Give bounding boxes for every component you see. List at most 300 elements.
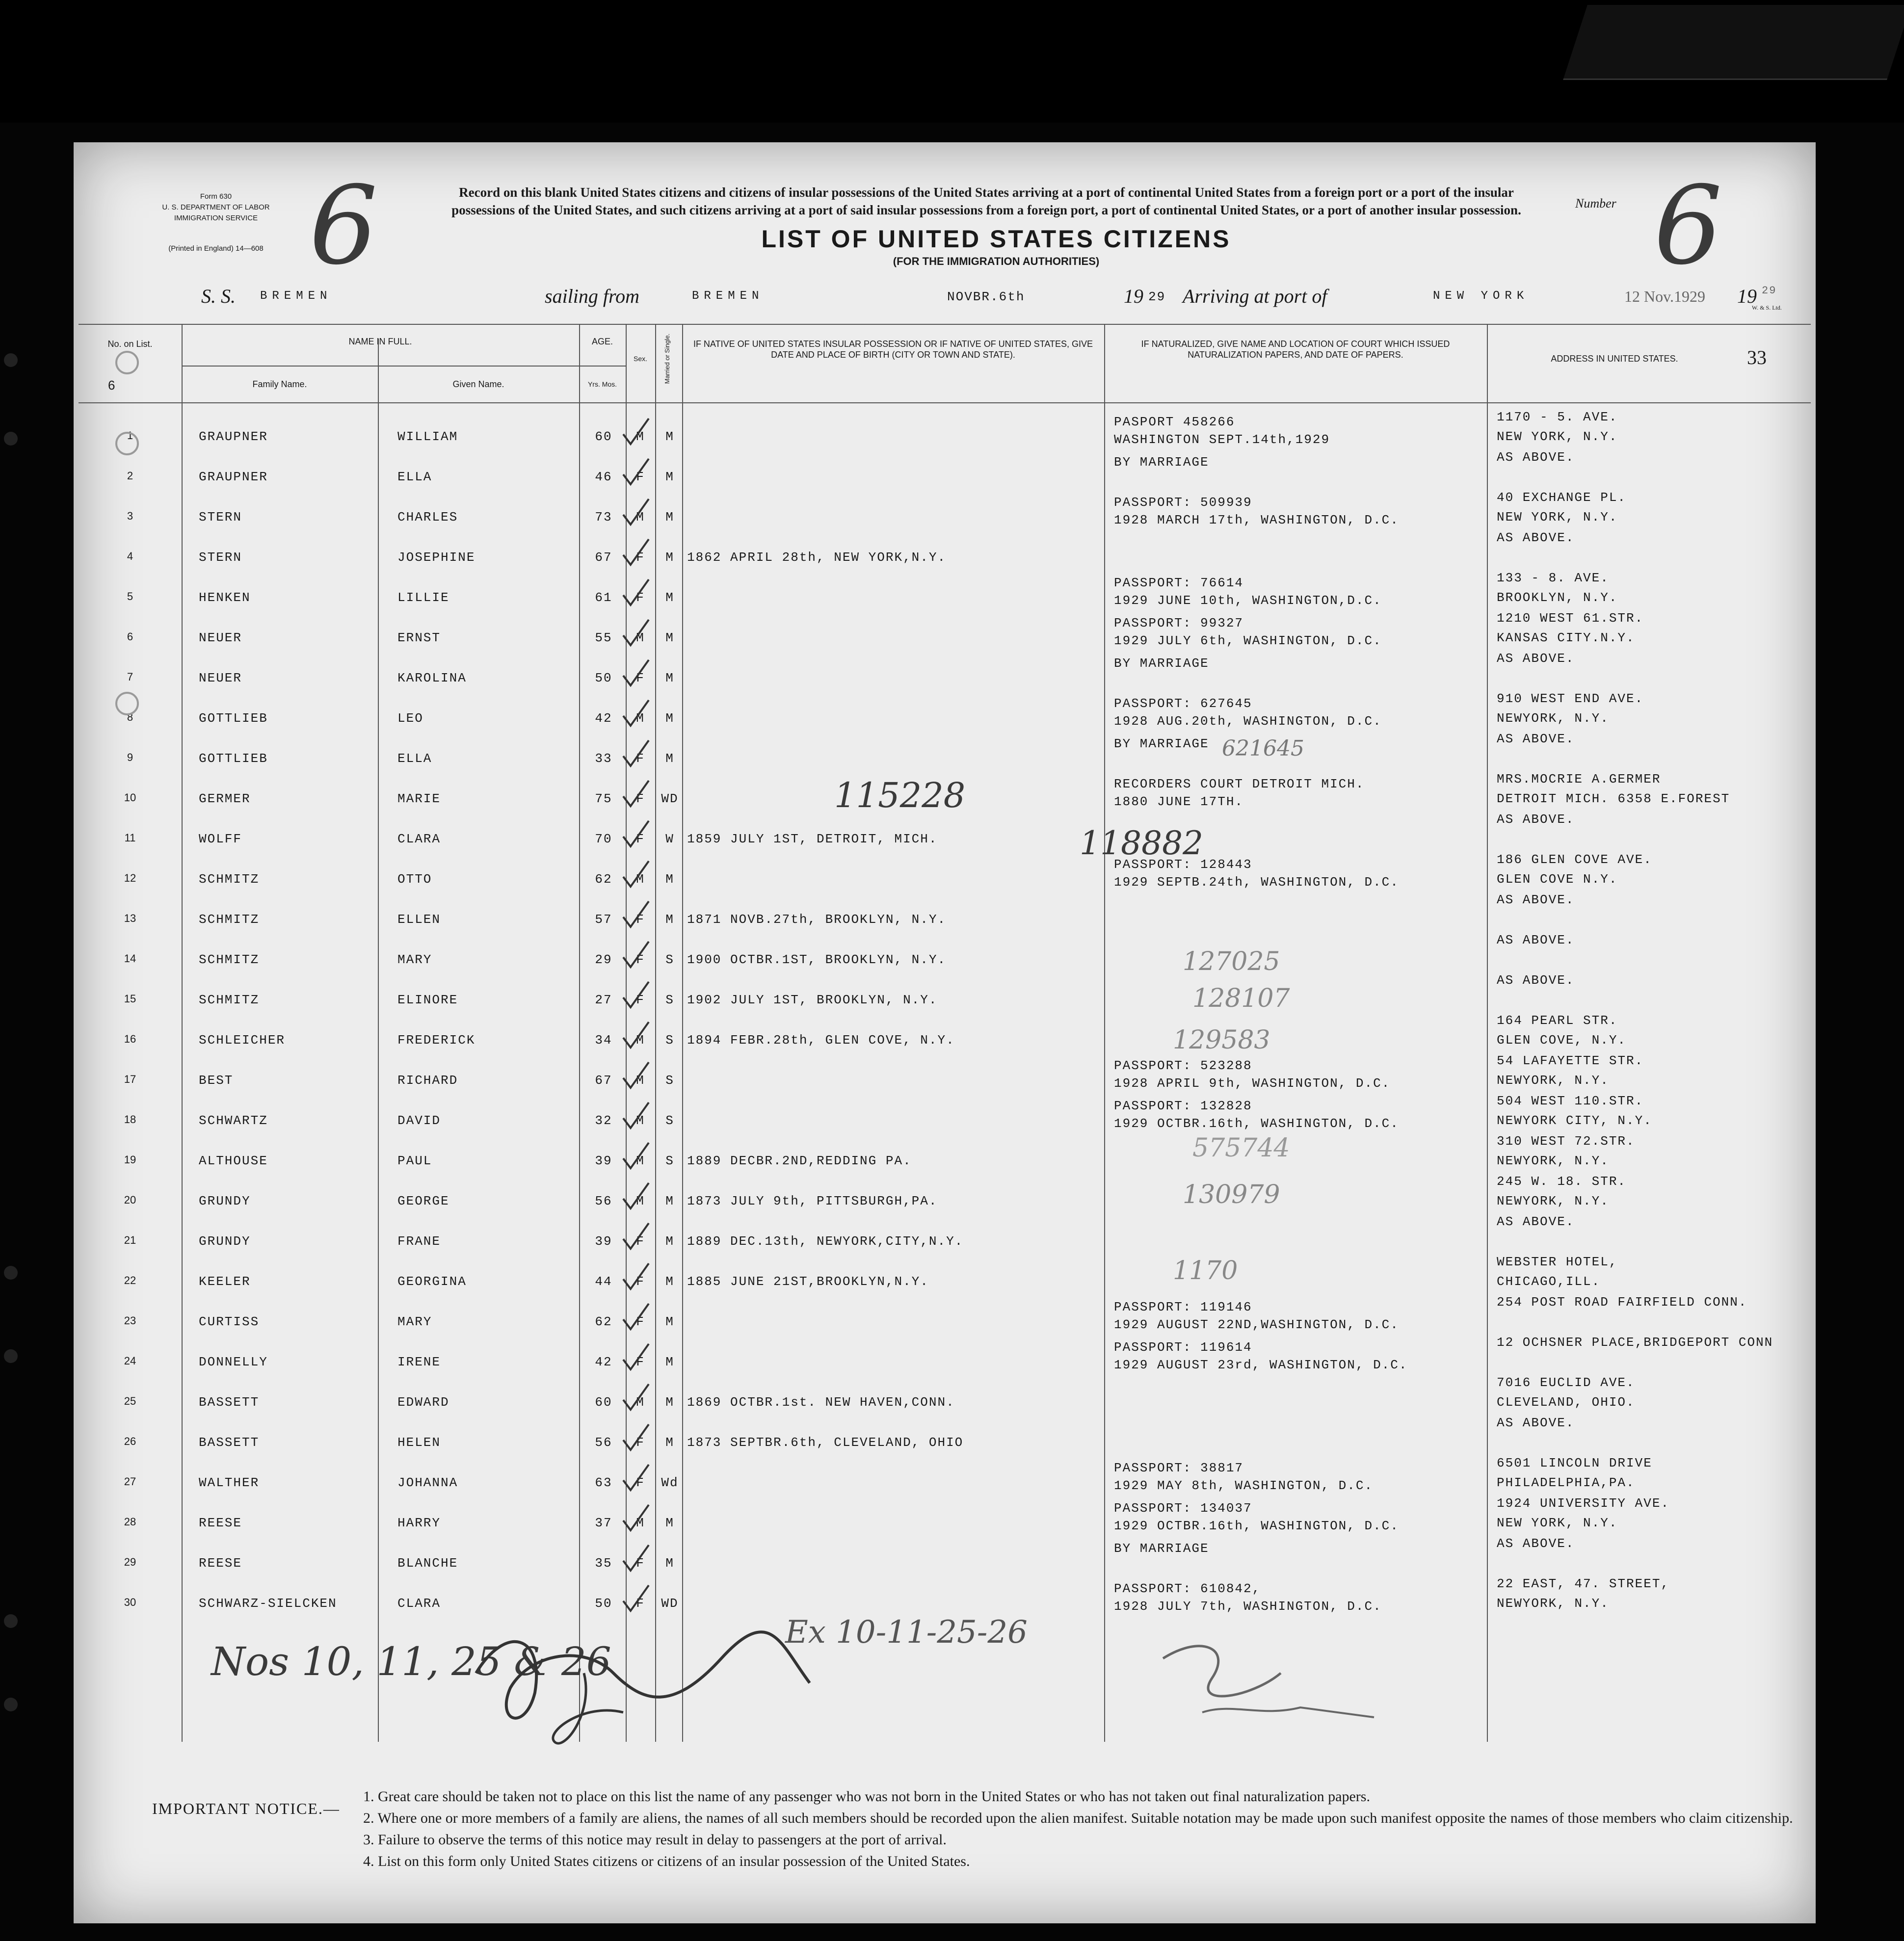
naturalization-line-1: PASSPORT: 119614 <box>1114 1340 1252 1355</box>
header-yrs-mos: Yrs. Mos. <box>587 380 617 388</box>
sex: F <box>636 791 645 806</box>
ss-label: S. S. <box>201 285 236 307</box>
naturalization-line-1: BY MARRIAGE <box>1114 1541 1209 1556</box>
check-mark-icon <box>618 1219 653 1254</box>
check-mark-icon <box>618 736 653 771</box>
sex: F <box>636 1234 645 1249</box>
address-line-1: 133 - 8. AVE. <box>1497 571 1609 585</box>
check-mark-icon <box>618 1259 653 1294</box>
row-number: 15 <box>124 993 136 1005</box>
table-row <box>74 1536 1816 1576</box>
check-mark-icon <box>618 777 653 811</box>
notice-item-4: 4. List on this form only United States citizens or citizens of an insular possession of the United States. <box>363 1853 970 1869</box>
table-row <box>74 973 1816 1013</box>
folder-tab <box>1563 5 1904 80</box>
check-mark-icon <box>618 1099 653 1133</box>
family-name: GOTTLIEB <box>199 711 268 726</box>
address-line-2: CLEVELAND, OHIO. <box>1497 1395 1635 1410</box>
binder-hole <box>4 1698 18 1711</box>
age: 62 <box>595 1314 612 1329</box>
given-name: ELLA <box>397 751 432 766</box>
address-line-1: 6501 LINCOLN DRIVE <box>1497 1456 1652 1470</box>
sex: F <box>636 590 645 605</box>
naturalization-line-2: 1880 JUNE 17TH. <box>1114 794 1244 809</box>
printed-note: (Printed in England) 14—608 <box>168 244 264 253</box>
header-given-name: Given Name. <box>452 379 504 389</box>
check-mark-icon <box>618 1380 653 1415</box>
birth-info: 1873 JULY 9th, PITTSBURGH,PA. <box>687 1194 938 1208</box>
check-mark-icon <box>618 535 653 570</box>
list-prefix: 6 <box>108 378 115 393</box>
given-name: ELLEN <box>397 912 441 927</box>
age: 75 <box>595 791 612 806</box>
address-line-1: 310 WEST 72.STR. <box>1497 1134 1635 1149</box>
sex: F <box>636 1274 645 1289</box>
notice-items <box>363 1786 1801 1872</box>
binder-hole <box>4 1614 18 1628</box>
given-name: BLANCHE <box>397 1556 458 1571</box>
address-line-1: AS ABOVE. <box>1497 1536 1575 1551</box>
family-name: STERN <box>199 510 242 525</box>
marital-status: M <box>665 751 674 766</box>
address-line-1: AS ABOVE. <box>1497 892 1575 907</box>
table-row <box>74 490 1816 530</box>
naturalization-line-1: PASSPORT: 38817 <box>1114 1461 1244 1475</box>
address-line-1: 7016 EUCLID AVE. <box>1497 1375 1635 1390</box>
header-name-in-full: NAME IN FULL. <box>348 337 412 346</box>
marital-status: M <box>665 671 674 685</box>
handwritten-footer-note: Ex 10-11-25-26 <box>785 1614 1028 1651</box>
punch-ring <box>115 351 139 374</box>
birth-info: 1900 OCTBR.1ST, BROOKLYN, N.Y. <box>687 952 947 967</box>
year2-suffix: 29 <box>1762 285 1777 297</box>
marital-status: W <box>665 832 674 846</box>
marital-status: WD <box>661 1596 679 1611</box>
check-mark-icon <box>618 1018 653 1052</box>
marital-status: M <box>665 1355 674 1369</box>
row-number: 4 <box>127 550 133 562</box>
given-name: GEORGE <box>397 1194 450 1208</box>
age: 50 <box>595 1596 612 1611</box>
birth-info: 1869 OCTBR.1st. NEW HAVEN,CONN. <box>687 1395 955 1410</box>
address-line-2: NEWYORK CITY, N.Y. <box>1497 1113 1652 1128</box>
address-line-2: BROOKLYN, N.Y. <box>1497 590 1618 605</box>
department: U. S. DEPARTMENT OF LABOR <box>162 203 270 211</box>
row-number: 24 <box>124 1355 136 1367</box>
marital-status: M <box>665 630 674 645</box>
sex: F <box>636 1355 645 1369</box>
age: 67 <box>595 550 612 565</box>
age: 32 <box>595 1113 612 1128</box>
marital-status: S <box>665 1073 674 1088</box>
header-naturalized: IF NATURALIZED, GIVE NAME AND LOCATION OF COURT WHICH ISSUED NATURALIZATION PAPERS, AND DATE OF PAPERS. <box>1141 339 1450 360</box>
birth-info: 1894 FEBR.28th, GLEN COVE, N.Y. <box>687 1033 955 1048</box>
handwritten-note: 575744 <box>1192 1133 1290 1163</box>
handwritten-footer-note: Nos 10, 11, 25 & 26 <box>211 1639 611 1684</box>
binder-hole <box>4 1349 18 1363</box>
check-mark-icon <box>618 495 653 529</box>
address-line-1: MRS.MOCRIE A.GERMER <box>1497 772 1661 787</box>
sex: M <box>636 1073 645 1088</box>
form-subtitle: (FOR THE IMMIGRATION AUTHORITIES) <box>893 255 1100 267</box>
table-row <box>74 1456 1816 1496</box>
row-number: 10 <box>124 791 136 804</box>
check-mark-icon <box>618 1139 653 1173</box>
given-name: RICHARD <box>397 1073 458 1088</box>
year-suffix: 29 <box>1148 289 1166 304</box>
marital-status: M <box>665 872 674 887</box>
naturalization-line-1: RECORDERS COURT DETROIT MICH. <box>1114 777 1365 791</box>
family-name: SCHWARZ-SIELCKEN <box>199 1596 337 1611</box>
given-name: JOSEPHINE <box>397 550 476 565</box>
port-from: BREMEN <box>692 289 764 303</box>
given-name: ELLA <box>397 470 432 484</box>
given-name: DAVID <box>397 1113 441 1128</box>
naturalization-line-1: PASSPORT: 134037 <box>1114 1501 1252 1516</box>
row-number: 9 <box>127 751 133 763</box>
check-mark-icon <box>618 817 653 851</box>
age: 56 <box>595 1435 612 1450</box>
row-number: 6 <box>127 630 133 643</box>
family-name: BEST <box>199 1073 234 1088</box>
family-name: KEELER <box>199 1274 251 1289</box>
table-row <box>74 450 1816 490</box>
naturalization-line-1: PASSPORT: 627645 <box>1114 696 1252 711</box>
table-row <box>74 852 1816 892</box>
marital-status: M <box>665 1274 674 1289</box>
naturalization-line-2: 1929 OCTBR.16th, WASHINGTON, D.C. <box>1114 1519 1399 1533</box>
header-bottom-rule <box>79 402 1811 403</box>
address-line-1: 186 GLEN COVE AVE. <box>1497 852 1652 867</box>
handwritten-note: 127025 <box>1183 947 1280 976</box>
address-line-2: CHICAGO,ILL. <box>1497 1274 1601 1289</box>
check-mark-icon <box>618 415 653 449</box>
address-line-1: AS ABOVE. <box>1497 812 1575 827</box>
family-name: NEUER <box>199 671 242 685</box>
voyage-line <box>201 285 1821 314</box>
row-number: 2 <box>127 470 133 482</box>
age: 62 <box>595 872 612 887</box>
marital-status: M <box>665 711 674 726</box>
row-number: 7 <box>127 671 133 683</box>
header-no-on-list: No. on List. <box>107 339 153 349</box>
naturalization-line-1: BY MARRIAGE <box>1114 736 1209 751</box>
handwritten-page-number: 6 <box>309 163 378 289</box>
sex: F <box>636 912 645 927</box>
header-sex: Sex. <box>633 355 647 363</box>
naturalization-line-1: PASPORT 458266 <box>1114 415 1235 429</box>
year2-prefix: 19 <box>1737 285 1757 307</box>
service: IMMIGRATION SERVICE <box>174 214 258 222</box>
check-mark-icon <box>618 938 653 972</box>
marital-status: S <box>665 993 674 1007</box>
address-line-1: AS ABOVE. <box>1497 933 1575 947</box>
check-mark-icon <box>618 696 653 731</box>
form-title: LIST OF UNITED STATES CITIZENS <box>761 225 1231 253</box>
sex: M <box>636 1516 645 1530</box>
printer-mark: W. & S. Ltd. <box>1752 304 1782 311</box>
row-number: 5 <box>127 590 133 603</box>
check-mark-icon <box>618 897 653 932</box>
naturalization-line-2: 1929 MAY 8th, WASHINGTON, D.C. <box>1114 1478 1374 1493</box>
naturalization-line-1: PASSPORT: 76614 <box>1114 576 1244 590</box>
naturalization-line-1: PASSPORT: 610842, <box>1114 1581 1261 1596</box>
arrival-stamp: 12 Nov.1929 <box>1624 288 1706 305</box>
age: 50 <box>595 671 612 685</box>
row-number: 28 <box>124 1516 136 1528</box>
check-mark-icon <box>618 1420 653 1455</box>
address-line-1: AS ABOVE. <box>1497 651 1575 666</box>
address-line-1: AS ABOVE. <box>1497 732 1575 746</box>
marital-status: M <box>665 590 674 605</box>
check-mark-icon <box>618 1541 653 1575</box>
naturalization-line-1: PASSPORT: 119146 <box>1114 1300 1252 1314</box>
address-line-2: NEWYORK, N.Y. <box>1497 711 1609 726</box>
address-line-1: 254 POST ROAD FAIRFIELD CONN. <box>1497 1295 1747 1310</box>
handwritten-note: 129583 <box>1173 1025 1270 1055</box>
table-row <box>74 1576 1816 1617</box>
given-name: OTTO <box>397 872 432 887</box>
row-number: 29 <box>124 1556 136 1568</box>
sex: M <box>636 510 645 525</box>
check-mark-icon <box>618 656 653 690</box>
marital-status: M <box>665 510 674 525</box>
address-line-1: AS ABOVE. <box>1497 1416 1575 1430</box>
table-row <box>74 691 1816 732</box>
marital-status: M <box>665 550 674 565</box>
family-name: SCHMITZ <box>199 912 260 927</box>
check-mark-icon <box>618 1300 653 1334</box>
naturalization-line-2: 1929 AUGUST 23rd, WASHINGTON, D.C. <box>1114 1358 1408 1372</box>
given-name: WILLIAM <box>397 429 458 444</box>
age: 61 <box>595 590 612 605</box>
table-row <box>74 611 1816 651</box>
sex: F <box>636 751 645 766</box>
age: 35 <box>595 1556 612 1571</box>
marital-status: S <box>665 1033 674 1048</box>
table-row <box>74 892 1816 933</box>
given-name: CLARA <box>397 832 441 846</box>
row-number: 13 <box>124 912 136 924</box>
address-line-2: GLEN COVE N.Y. <box>1497 872 1618 887</box>
sex: F <box>636 1435 645 1450</box>
birth-info: 1859 JULY 1ST, DETROIT, MICH. <box>687 832 938 846</box>
table-row <box>74 1053 1816 1094</box>
check-mark-icon <box>618 1179 653 1213</box>
handwritten-number: 6 <box>1654 163 1722 289</box>
sex: M <box>636 872 645 887</box>
ship-name: BREMEN <box>260 289 332 303</box>
handwritten-note: 115228 <box>834 775 966 815</box>
sex: M <box>636 1395 645 1410</box>
marital-status: M <box>665 429 674 444</box>
row-number: 14 <box>124 952 136 965</box>
notice-item-2: 2. Where one or more members of a family are aliens, the names of all such members should be recorded upon the alien manifest. Suitable notation may be made upon such manifest opposite the names of those members who claim citizenship. <box>363 1810 1793 1826</box>
birth-info: 1902 JULY 1ST, BROOKLYN, N.Y. <box>687 993 938 1007</box>
sex: F <box>636 1596 645 1611</box>
sex: F <box>636 470 645 484</box>
age: 44 <box>595 1274 612 1289</box>
table-row <box>74 1295 1816 1335</box>
check-mark-icon <box>618 1340 653 1374</box>
marital-status: M <box>665 1234 674 1249</box>
given-name: MARIE <box>397 791 441 806</box>
binder-hole <box>4 1266 18 1280</box>
family-name: GRAUPNER <box>199 429 268 444</box>
birth-info: 1862 APRIL 28th, NEW YORK,N.Y. <box>687 550 947 565</box>
header-age: AGE. <box>591 337 613 346</box>
given-name: FREDERICK <box>397 1033 476 1048</box>
table-row <box>74 1174 1816 1214</box>
sex: F <box>636 1475 645 1490</box>
family-name: SCHMITZ <box>199 952 260 967</box>
naturalization-line-2: 1928 MARCH 17th, WASHINGTON, D.C. <box>1114 513 1399 527</box>
address-line-1: AS ABOVE. <box>1497 973 1575 988</box>
family-name: SCHMITZ <box>199 993 260 1007</box>
header-address: ADDRESS IN UNITED STATES. <box>1551 354 1678 364</box>
table-row <box>74 1214 1816 1255</box>
address-line-1: WEBSTER HOTEL, <box>1497 1255 1618 1269</box>
family-name: GOTTLIEB <box>199 751 268 766</box>
row-number: 1 <box>127 429 133 442</box>
family-name: REESE <box>199 1556 242 1571</box>
given-name: FRANE <box>397 1234 441 1249</box>
sex: M <box>636 429 645 444</box>
naturalization-line-1: PASSPORT: 132828 <box>1114 1099 1252 1113</box>
row-number: 27 <box>124 1475 136 1488</box>
family-name: NEUER <box>199 630 242 645</box>
address-line-1: 245 W. 18. STR. <box>1497 1174 1627 1189</box>
naturalization-line-1: PASSPORT: 99327 <box>1114 616 1244 630</box>
sex: F <box>636 993 645 1007</box>
family-name: BASSETT <box>199 1435 260 1450</box>
family-name: GRUNDY <box>199 1234 251 1249</box>
address-line-1: 22 EAST, 47. STREET, <box>1497 1576 1670 1591</box>
row-number: 8 <box>127 711 133 723</box>
address-line-2: NEWYORK, N.Y. <box>1497 1073 1609 1088</box>
naturalization-line-1: BY MARRIAGE <box>1114 656 1209 671</box>
address-line-1: 1210 WEST 61.STR. <box>1497 611 1644 626</box>
sex: M <box>636 711 645 726</box>
check-mark-icon <box>618 857 653 892</box>
address-line-1: 1170 - 5. AVE. <box>1497 410 1618 424</box>
number-label: Number <box>1575 196 1616 210</box>
age: 39 <box>595 1154 612 1168</box>
given-name: LILLIE <box>397 590 450 605</box>
address-line-2: PHILADELPHIA,PA. <box>1497 1475 1635 1490</box>
age: 73 <box>595 510 612 525</box>
age: 70 <box>595 832 612 846</box>
given-name: CHARLES <box>397 510 458 525</box>
notice-label: IMPORTANT NOTICE.— <box>152 1800 340 1817</box>
sheet-number: 33 <box>1747 346 1767 368</box>
row-number: 18 <box>124 1113 136 1126</box>
address-line-1: 1924 UNIVERSITY AVE. <box>1497 1496 1670 1511</box>
address-line-2: DETROIT MICH. 6358 E.FOREST <box>1497 791 1730 806</box>
naturalization-line-1: PASSPORT: 128443 <box>1114 857 1252 872</box>
given-name: KAROLINA <box>397 671 467 685</box>
sex: M <box>636 630 645 645</box>
manifest-sheet <box>74 142 1816 1923</box>
naturalization-line-1: BY MARRIAGE <box>1114 455 1209 470</box>
table-row <box>74 1375 1816 1416</box>
birth-info: 1871 NOVB.27th, BROOKLYN, N.Y. <box>687 912 947 927</box>
check-mark-icon <box>618 576 653 610</box>
age: 60 <box>595 429 612 444</box>
birth-info: 1885 JUNE 21ST,BROOKLYN,N.Y. <box>687 1274 929 1289</box>
year-prefix: 19 <box>1124 285 1143 307</box>
table-row <box>74 1416 1816 1456</box>
notice-item-1: 1. Great care should be taken not to place on this list the name of any passenger who was not born in the United States or who has not taken out final naturalization papers. <box>363 1788 1370 1805</box>
address-line-1: AS ABOVE. <box>1497 450 1575 465</box>
address-line-1: 54 LAFAYETTE STR. <box>1497 1053 1644 1068</box>
check-mark-icon <box>618 1058 653 1093</box>
punch-ring <box>115 432 139 455</box>
family-name: WALTHER <box>199 1475 260 1490</box>
naturalization-line-2: WASHINGTON SEPT.14th,1929 <box>1114 432 1330 447</box>
sex: F <box>636 671 645 685</box>
table-row <box>74 1496 1816 1536</box>
header-married: Married or Single. <box>663 333 671 384</box>
address-line-2: NEW YORK, N.Y. <box>1497 1516 1618 1530</box>
age: 42 <box>595 711 612 726</box>
marital-status: M <box>665 1556 674 1571</box>
table-row <box>74 1013 1816 1053</box>
family-name: BASSETT <box>199 1395 260 1410</box>
row-number: 16 <box>124 1033 136 1045</box>
given-name: ERNST <box>397 630 441 645</box>
naturalization-line-2: 1929 AUGUST 22ND,WASHINGTON, D.C. <box>1114 1317 1399 1332</box>
age: 67 <box>595 1073 612 1088</box>
age: 34 <box>595 1033 612 1048</box>
table-row <box>74 812 1816 852</box>
family-name: GRUNDY <box>199 1194 251 1208</box>
table-row <box>74 571 1816 611</box>
table-row <box>74 732 1816 772</box>
handwritten-note: 128107 <box>1192 984 1290 1013</box>
sex: F <box>636 952 645 967</box>
row-number: 25 <box>124 1395 136 1407</box>
marital-status: M <box>665 470 674 484</box>
row-number: 26 <box>124 1435 136 1447</box>
name-sub-rule <box>182 366 626 367</box>
family-name: SCHMITZ <box>199 872 260 887</box>
family-name: HENKEN <box>199 590 251 605</box>
table-row <box>74 530 1816 571</box>
notice-item-3: 3. Failure to observe the terms of this notice may result in delay to passengers at the port of arrival. <box>363 1832 947 1848</box>
age: 33 <box>595 751 612 766</box>
marital-status: M <box>665 1314 674 1329</box>
passenger-table <box>74 410 1816 1754</box>
table-row <box>74 1255 1816 1295</box>
check-mark-icon <box>618 1461 653 1495</box>
binder-hole <box>4 353 18 367</box>
age: 57 <box>595 912 612 927</box>
marital-status: M <box>665 1194 674 1208</box>
sex: M <box>636 1194 645 1208</box>
address-line-2: NEW YORK, N.Y. <box>1497 429 1618 444</box>
given-name: IRENE <box>397 1355 441 1369</box>
row-number: 20 <box>124 1194 136 1206</box>
naturalization-line-2: 1929 SEPTB.24th, WASHINGTON, D.C. <box>1114 875 1399 890</box>
form-number: Form 630 <box>200 192 232 201</box>
check-mark-icon <box>618 978 653 1012</box>
naturalization-line-2: 1929 JUNE 10th, WASHINGTON,D.C. <box>1114 593 1382 608</box>
address-line-2: GLEN COVE, N.Y. <box>1497 1033 1627 1048</box>
row-number: 3 <box>127 510 133 522</box>
check-mark-icon <box>618 1581 653 1616</box>
handwritten-note: 621645 <box>1222 736 1304 761</box>
